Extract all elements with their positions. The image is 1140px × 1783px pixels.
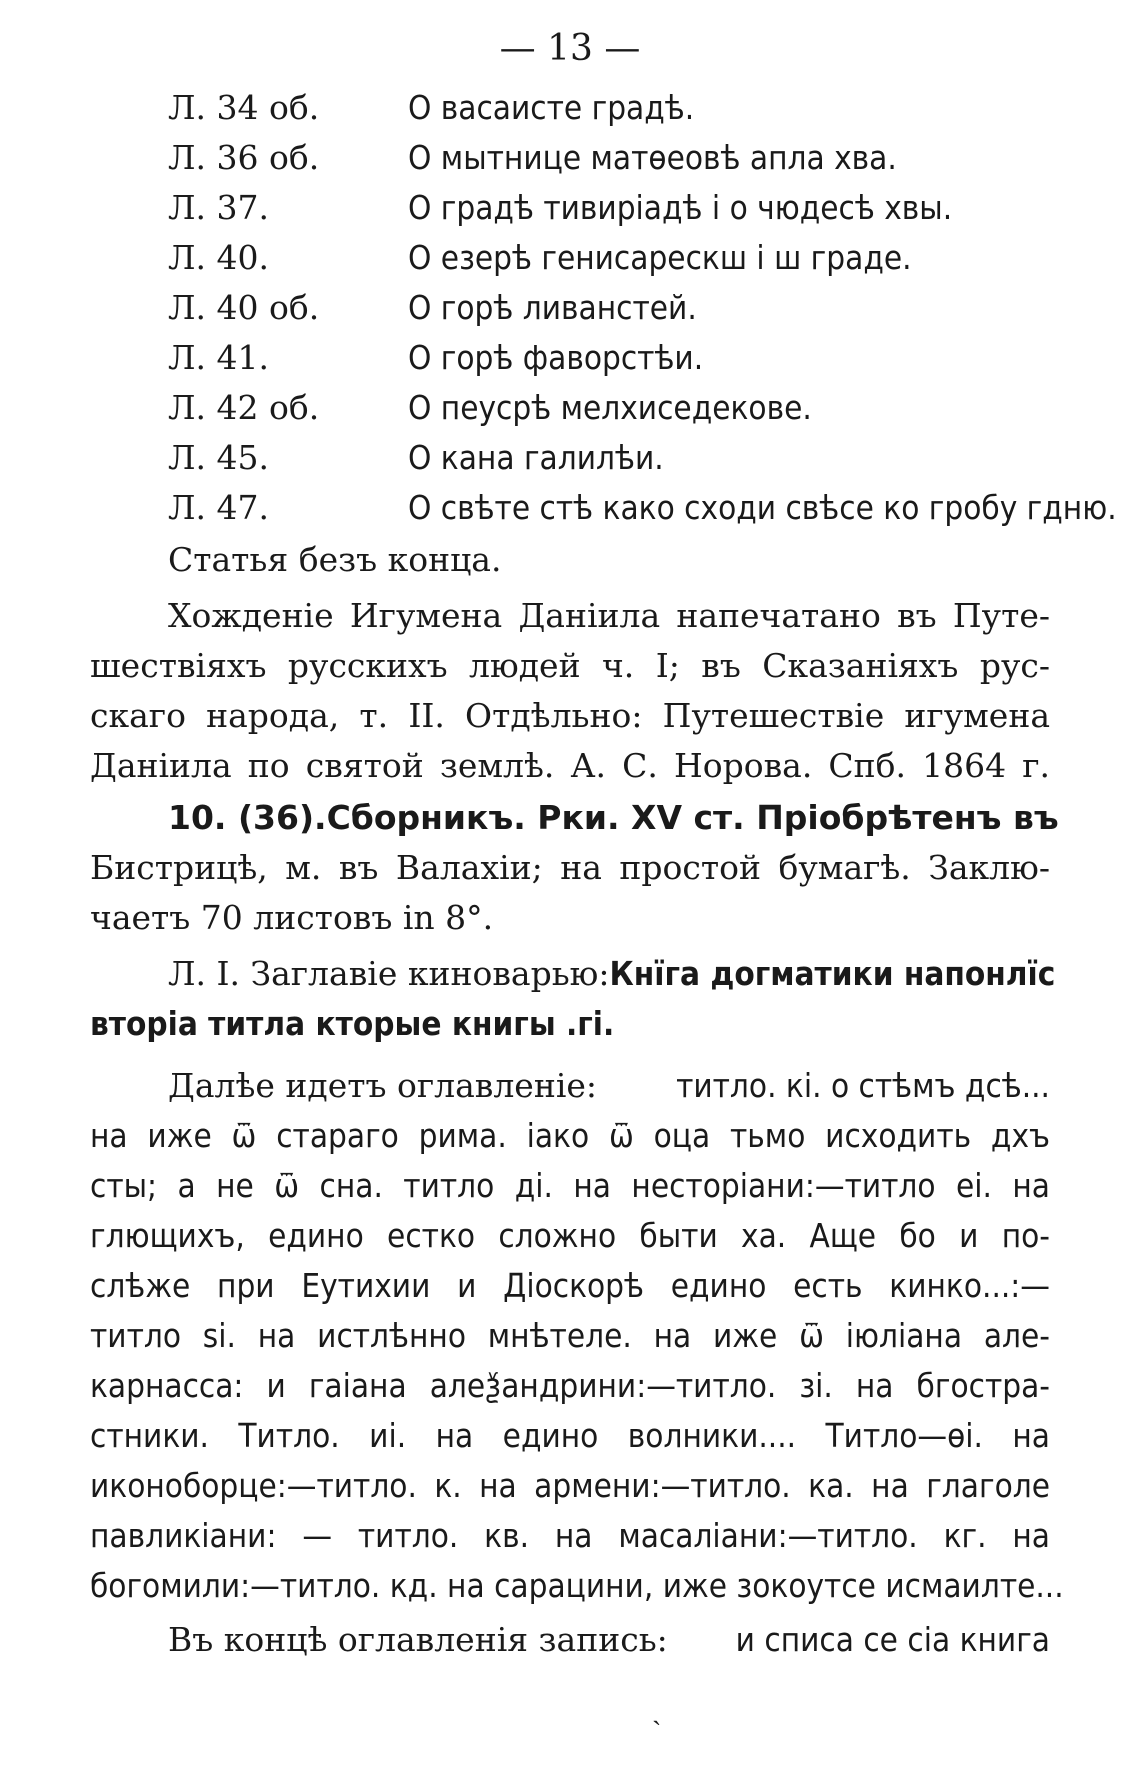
slavonic-line: слѣже при Еутихии и Діоскорѣ едино есть кинко...:—: [90, 1266, 1050, 1305]
text-line: Статья безъ конца.: [168, 540, 502, 579]
text-line: Даніила по святой землѣ. А. С. Норова. Спб. 1864 г.: [90, 746, 1050, 785]
slavonic-line: на иже ѿ стараго рима. іако ѿ оца тьмо исходить дхъ: [90, 1116, 1050, 1155]
contents-intro-line: [168, 1066, 1050, 1106]
toc-line: [168, 488, 1117, 528]
text-line: Хожденіе Игумена Даніила напечатано въ Путе-: [168, 596, 1050, 635]
slavonic-line: стники. Титло. иі. на едино волники.... Титло—ѳі. на: [90, 1416, 1050, 1455]
text-line: шествіяхъ русскихъ людей ч. I; въ Сказаніяхъ рус-: [90, 646, 1050, 685]
toc-line: [168, 188, 952, 228]
toc-line: [168, 138, 897, 178]
toc-ref: Л. 34 об.: [168, 88, 320, 127]
contents-intro: Далѣе идетъ оглавленіе:: [168, 1066, 598, 1105]
toc-line: [168, 88, 694, 128]
title-intro: Л. I. Заглавіе киноварью:: [168, 954, 610, 993]
slavonic-line: иконоборце:—титло. к. на армени:—титло. ка. на глаголе: [90, 1466, 1050, 1505]
toc-text: О езерѣ генисарескш і ш граде.: [408, 238, 912, 277]
toc-ref: Л. 41.: [168, 338, 269, 377]
toc-text: О градѣ тивиріадѣ і о чюдесѣ хвы.: [408, 188, 953, 227]
toc-line: [168, 288, 697, 328]
page-number: — 13 —: [499, 28, 641, 69]
slavonic-line: сты; а не ѿ сна. титло ді. на несторіани:—титло еі. на: [90, 1166, 1050, 1205]
toc-text: О кана галилѣи.: [408, 438, 664, 477]
slavonic-line: карнасса: и гаіана алеѯандрини:—титло. зі. на бгостра-: [90, 1366, 1050, 1405]
colophon-intro: Въ концѣ оглавленія запись:: [168, 1620, 668, 1659]
toc-ref: Л. 45.: [168, 438, 269, 477]
toc-ref: Л. 40.: [168, 238, 269, 277]
toc-line: [168, 388, 812, 428]
slavonic-line: богомили:—титло. кд. на сарацини, иже зокоутсе исмаилте...: [90, 1566, 1064, 1605]
toc-text: О васаисте градѣ.: [408, 88, 695, 127]
entry-title: Сборникъ. Рки. XV ст. Пріобрѣтенъ въ: [326, 798, 1059, 837]
colophon-line: [168, 1620, 1050, 1660]
toc-text: О мытнице матѳеовѣ апла хва.: [408, 138, 897, 177]
slavonic-line: глющихъ, едино естко сложно быти ха. Аще бо и по-: [90, 1216, 1050, 1255]
slavonic-line: титло ѕі. на истлѣнно мнѣтеле. на иже ѿ іюліана але-: [90, 1316, 1050, 1355]
text-line: скаго народа, т. II. Отдѣльно: Путешествіе игумена: [90, 696, 1050, 735]
toc-ref: Л. 37.: [168, 188, 269, 227]
toc-ref: Л. 47.: [168, 488, 269, 527]
toc-text: О свѣте стѣ како сходи свѣсе ко гробу гдню.: [408, 488, 1117, 527]
toc-ref: Л. 36 об.: [168, 138, 320, 177]
toc-text: О горѣ ливанстей.: [408, 288, 697, 327]
toc-text: О горѣ фаворстѣи.: [408, 338, 704, 377]
toc-ref: Л. 42 об.: [168, 388, 320, 427]
toc-ref: Л. 40 об.: [168, 288, 320, 327]
title-slavonic: Кнїга догматики напонлїс: [609, 954, 1056, 993]
toc-line: [168, 438, 664, 478]
entry-heading-line: [168, 798, 1059, 838]
colophon-slavonic: и списа се сіа книга: [735, 1620, 1050, 1659]
toc-text: О пеусрѣ мелхиседекове.: [408, 388, 812, 427]
toc-line: [168, 238, 912, 278]
entry-number: 10. (36).: [168, 798, 327, 837]
text-line: чаетъ 70 листовъ in 8°.: [90, 898, 494, 937]
slavonic-line: вторіа титла кторые книгы .гі.: [90, 1004, 615, 1043]
page-mark: ˎ: [652, 1693, 662, 1726]
slavonic-line: павликіани: — титло. кв. на масаліани:—титло. кг. на: [90, 1516, 1050, 1555]
title-line: [168, 954, 1056, 994]
text-line: Бистрицѣ, м. въ Валахіи; на простой бумагѣ. Заклю-: [90, 848, 1050, 887]
toc-line: [168, 338, 703, 378]
slavonic-text: титло. кі. о стѣмъ дсѣ...: [676, 1066, 1050, 1105]
